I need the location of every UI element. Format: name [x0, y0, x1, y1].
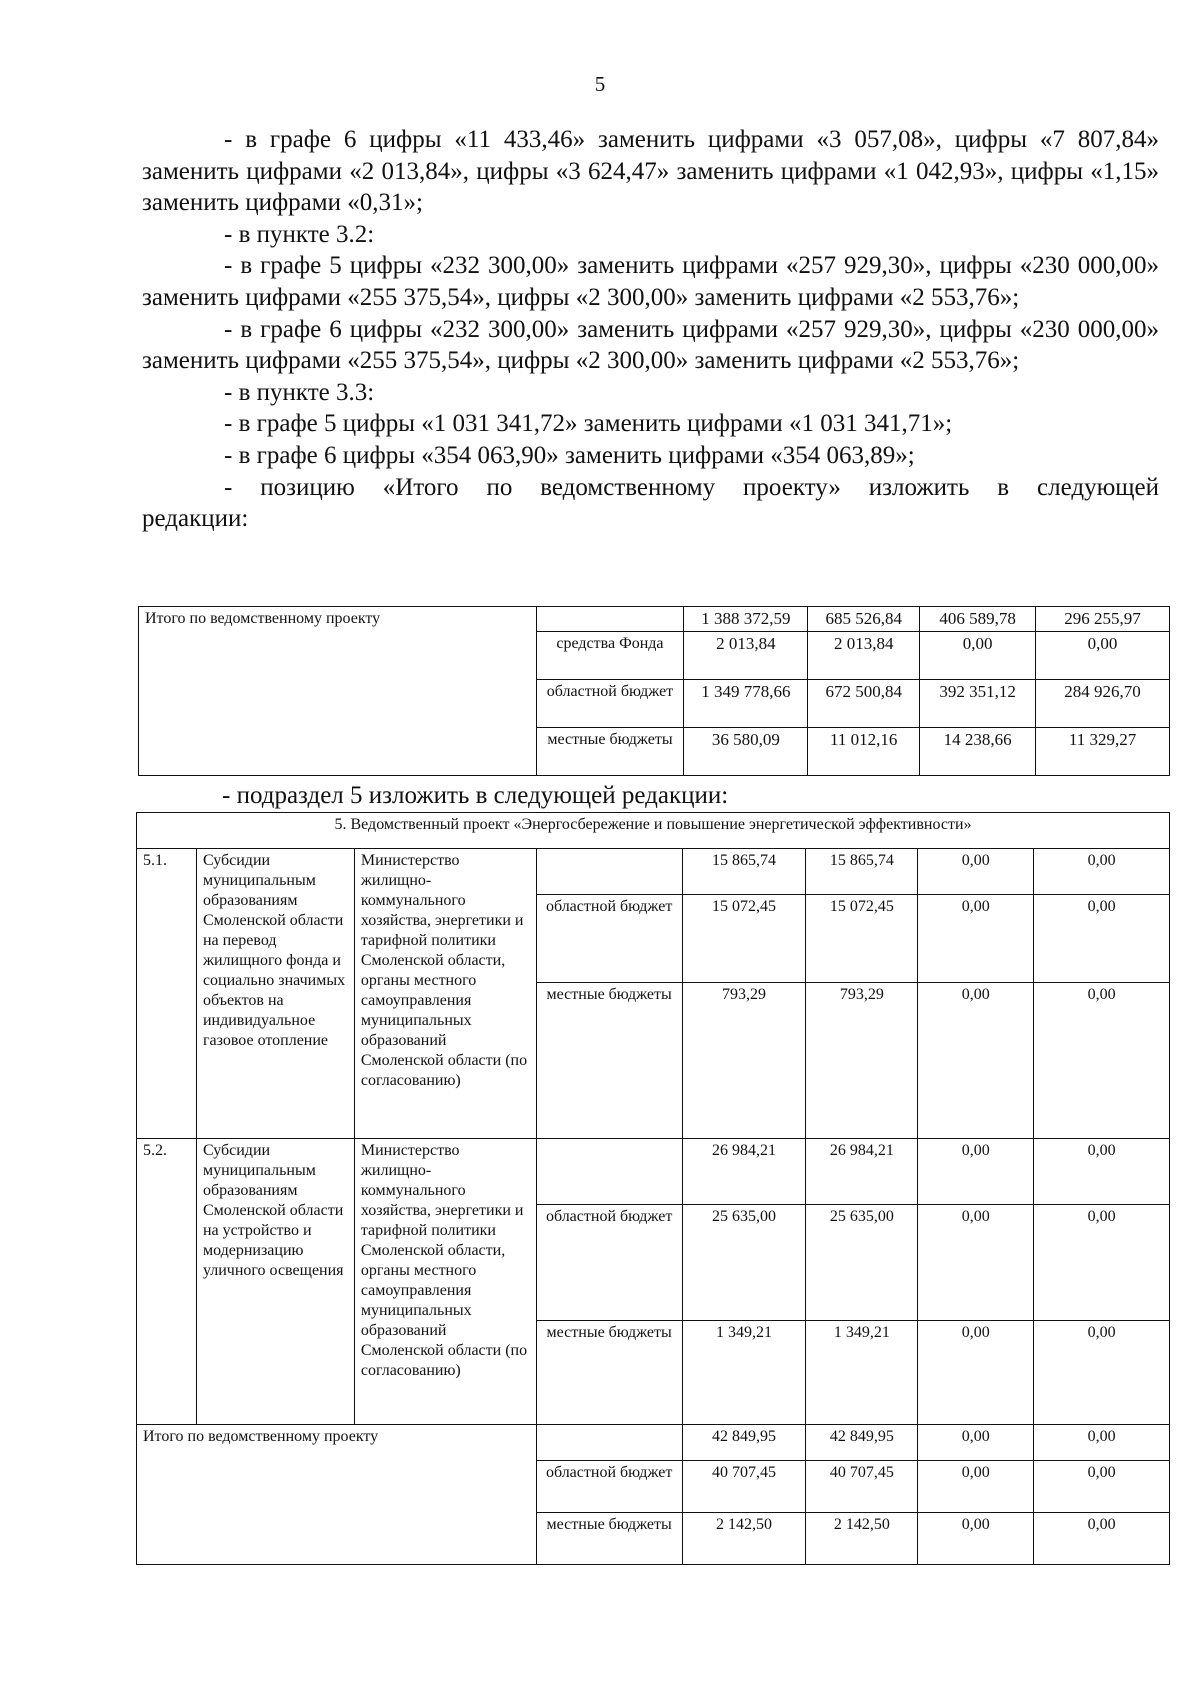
value-cell: 0,00 — [918, 849, 1034, 895]
paragraph-punkt-3-3: - в пункте 3.3: — [224, 378, 375, 406]
source-cell: средства Фонда — [536, 632, 684, 680]
value-cell: 0,00 — [1034, 849, 1170, 895]
source-cell: областной бюджет — [536, 680, 684, 728]
value-cell: 672 500,84 — [808, 680, 920, 728]
paragraph-grafa5-3-2: - в графе 5 цифры «232 300,00» заменить цифрами «257 929,30», цифры «230 000,00» заменить цифрами «255 375,54», цифры «2 300,00» заменить цифрами «2 553,76»; — [142, 252, 1159, 311]
paragraph-redaktsii: редакции: — [142, 505, 249, 533]
value-cell: 25 635,00 — [682, 1205, 806, 1321]
value-cell: 0,00 — [1034, 1139, 1170, 1205]
item-name: Субсидии муниципальным образованиям Смоленской области на устройство и модернизацию уличного освещения — [196, 1139, 354, 1425]
item-number: 5.2. — [137, 1139, 197, 1425]
value-cell: 11 329,27 — [1036, 728, 1170, 776]
value-cell: 2 013,84 — [808, 632, 920, 680]
value-cell: 392 351,12 — [920, 680, 1036, 728]
paragraph-grafa5-3-3: - в графе 5 цифры «1 031 341,72» заменить цифрами «1 031 341,71»; — [224, 410, 953, 438]
item-executor: Министерство жилищно-коммунального хозяйства, энергетики и тарифной политики Смоленской области, органы местного самоуправления муниципальных образований Смоленской области (по согласованию) — [354, 849, 536, 1139]
value-cell: 0,00 — [1034, 895, 1170, 983]
table-row — [137, 849, 1170, 895]
total-table-1 — [138, 606, 1170, 776]
value-cell: 1 349,21 — [682, 1321, 806, 1425]
value-cell: 11 012,16 — [808, 728, 920, 776]
paragraph-grafa6-3-3: - в графе 6 цифры «354 063,90» заменить цифрами «354 063,89»; — [224, 441, 915, 469]
source-cell: областной бюджет — [536, 1461, 682, 1513]
value-cell: 0,00 — [1034, 1513, 1170, 1565]
paragraph-itogo-intro: - позицию «Итого по ведомственному проекту» изложить в следующей — [224, 473, 1159, 501]
value-cell: 1 388 372,59 — [684, 607, 808, 632]
value-cell: 0,00 — [1034, 1205, 1170, 1321]
source-cell — [536, 1425, 682, 1461]
source-cell: местные бюджеты — [536, 1513, 682, 1565]
value-cell: 42 849,95 — [682, 1425, 806, 1461]
value-cell: 0,00 — [918, 983, 1034, 1139]
paragraph-grafa6: - в графе 6 цифры «11 433,46» заменить цифрами «3 057,08», цифры «7 807,84» заменить цифрами «2 013,84», цифры «3 624,47» заменить цифрами «1 042,93», цифры «1,15» заменить цифрами «0,31»; — [142, 126, 1159, 217]
table-row — [139, 607, 1170, 632]
value-cell: 0,00 — [918, 1461, 1034, 1513]
source-cell: местные бюджеты — [536, 1321, 682, 1425]
total-label: Итого по ведомственному проекту — [139, 607, 537, 776]
value-cell: 2 013,84 — [684, 632, 808, 680]
value-cell: 15 865,74 — [682, 849, 806, 895]
source-cell: местные бюджеты — [536, 983, 682, 1139]
value-cell: 0,00 — [1034, 983, 1170, 1139]
source-cell — [536, 849, 682, 895]
item-name: Субсидии муниципальным образованиям Смоленской области на перевод жилищного фонда и социально значимых объектов на индивидуальное газовое отопление — [196, 849, 354, 1139]
value-cell: 36 580,09 — [684, 728, 808, 776]
value-cell: 0,00 — [918, 895, 1034, 983]
table-row — [137, 813, 1170, 849]
value-cell: 14 238,66 — [920, 728, 1036, 776]
paragraph-block-1 — [142, 124, 1159, 535]
source-cell — [536, 607, 684, 632]
paragraph-punkt-3-2: - в пункте 3.2: — [224, 220, 375, 248]
value-cell: 1 349,21 — [806, 1321, 918, 1425]
value-cell: 15 072,45 — [682, 895, 806, 983]
value-cell: 2 142,50 — [806, 1513, 918, 1565]
value-cell: 1 349 778,66 — [684, 680, 808, 728]
section-5-table — [136, 812, 1170, 1565]
source-cell: областной бюджет — [536, 895, 682, 983]
value-cell: 2 142,50 — [682, 1513, 806, 1565]
value-cell: 15 072,45 — [806, 895, 918, 983]
value-cell: 406 589,78 — [920, 607, 1036, 632]
value-cell: 793,29 — [682, 983, 806, 1139]
value-cell: 284 926,70 — [1036, 680, 1170, 728]
table-row — [137, 1139, 1170, 1205]
value-cell: 26 984,21 — [806, 1139, 918, 1205]
value-cell: 0,00 — [918, 1205, 1034, 1321]
total-label: Итого по ведомственному проекту — [137, 1425, 537, 1565]
value-cell: 40 707,45 — [806, 1461, 918, 1513]
value-cell: 42 849,95 — [806, 1425, 918, 1461]
section-title: 5. Ведомственный проект «Энергосбережение и повышение энергетической эффективности» — [137, 813, 1170, 849]
item-executor: Министерство жилищно-коммунального хозяйства, энергетики и тарифной политики Смоленской области, органы местного самоуправления муниципальных образований Смоленской области (по согласованию) — [354, 1139, 536, 1425]
value-cell: 0,00 — [918, 1513, 1034, 1565]
paragraph-podrazdel-5: - подраздел 5 изложить в следующей редакции: — [222, 782, 729, 809]
paragraph-grafa6-3-2: - в графе 6 цифры «232 300,00» заменить цифрами «257 929,30», цифры «230 000,00» заменить цифрами «255 375,54», цифры «2 300,00» заменить цифрами «2 553,76»; — [142, 315, 1159, 375]
table-row — [137, 1425, 1170, 1461]
value-cell: 0,00 — [918, 1321, 1034, 1425]
page-number: 5 — [594, 72, 606, 96]
source-cell: местные бюджеты — [536, 728, 684, 776]
value-cell: 0,00 — [918, 1139, 1034, 1205]
value-cell: 26 984,21 — [682, 1139, 806, 1205]
value-cell: 0,00 — [920, 632, 1036, 680]
value-cell: 25 635,00 — [806, 1205, 918, 1321]
value-cell: 793,29 — [806, 983, 918, 1139]
value-cell: 685 526,84 — [808, 607, 920, 632]
source-cell — [536, 1139, 682, 1205]
value-cell: 0,00 — [1034, 1425, 1170, 1461]
value-cell: 0,00 — [1034, 1321, 1170, 1425]
value-cell: 15 865,74 — [806, 849, 918, 895]
item-number: 5.1. — [137, 849, 197, 1139]
value-cell: 0,00 — [1036, 632, 1170, 680]
value-cell: 0,00 — [918, 1425, 1034, 1461]
value-cell: 0,00 — [1034, 1461, 1170, 1513]
value-cell: 40 707,45 — [682, 1461, 806, 1513]
value-cell: 296 255,97 — [1036, 607, 1170, 632]
source-cell: областной бюджет — [536, 1205, 682, 1321]
